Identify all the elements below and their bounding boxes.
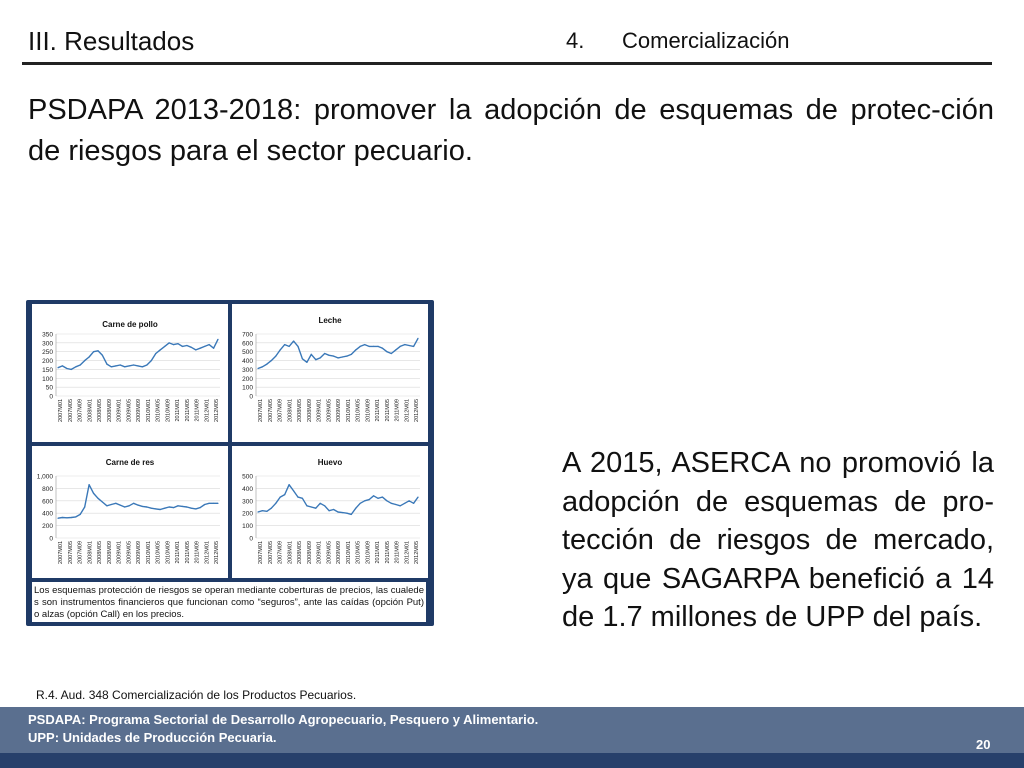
y-tick-label: 0 [249,393,253,401]
data-point [71,369,72,370]
footer-strip [0,753,1024,768]
data-point [369,499,370,500]
data-point [213,348,214,349]
footer-note-psdapa: PSDAPA: Programa Sectorial de Desarrollo Agropecuario, Pesquero y Alimentario. [28,712,539,727]
data-point [346,513,347,514]
data-point [306,362,307,363]
y-tick-label: 100 [242,384,253,392]
x-tick-label: 2012M05 [214,541,220,564]
y-tick-label: 250 [42,349,53,357]
data-point [142,506,143,507]
data-point [417,497,418,498]
data-point [306,505,307,506]
x-tick-label: 2011M05 [384,541,391,564]
data-point [346,356,347,357]
x-tick-label: 2012M05 [214,399,220,422]
data-point [266,511,267,512]
x-tick-label: 2011M01 [375,541,381,564]
x-tick-label: 2009M05 [126,399,133,422]
y-tick-label: 150 [42,366,53,374]
y-tick-label: 200 [42,358,53,366]
x-tick-label: 2010M09 [365,541,372,564]
section-number: 4. [566,28,585,53]
x-tick-label: 2007M09 [77,399,84,422]
data-point [275,503,276,504]
chart-panel-huevo [232,446,428,578]
data-point [262,510,263,511]
data-point [209,503,210,504]
data-point [142,366,143,367]
y-tick-label: 200 [42,523,53,531]
x-tick-label: 2009M09 [136,399,142,422]
x-tick-label: 2009M01 [116,399,123,422]
finding-text: A 2015, ASERCA no promovió la adopción de esquemas de pro-tección de riesgos de mercado, ya que SAGARPA benefició a 14 de 1.7 millones de UPP del país. [562,447,994,633]
data-point [97,350,98,351]
data-point [111,504,112,505]
x-tick-label: 2011M09 [194,541,201,564]
x-tick-label: 2011M05 [384,399,391,422]
data-point [173,507,174,508]
data-point [115,503,116,504]
data-point [386,351,387,352]
data-point [213,503,214,504]
data-point [329,510,330,511]
data-point [342,512,343,513]
data-point [391,353,392,354]
data-point [151,360,152,361]
x-tick-label: 2010M05 [355,399,362,422]
data-point [200,507,201,508]
data-point [164,346,165,347]
data-point [333,509,334,510]
x-tick-label: 2011M01 [175,541,181,564]
data-point [137,365,138,366]
data-point [320,503,321,504]
x-tick-label: 2008M09 [306,541,313,564]
data-point [351,514,352,515]
data-point [413,346,414,347]
data-point [164,508,165,509]
x-tick-label: 2011M01 [375,399,381,422]
data-point [137,505,138,506]
source-note: R.4. Aud. 348 Comercialización de los Productos Pecuarios. [36,688,357,702]
y-tick-label: 400 [242,358,253,366]
x-tick-label: 2007M05 [67,541,74,564]
data-point [355,349,356,350]
data-point [409,500,410,501]
y-tick-label: 300 [42,340,53,348]
data-point [129,505,130,506]
y-tick-label: 0 [49,535,53,543]
x-tick-label: 2010M01 [345,541,352,564]
x-tick-label: 2009M05 [326,541,333,564]
header-divider [22,62,992,65]
data-point [311,506,312,507]
data-point [133,364,134,365]
x-tick-label: 2012M01 [404,399,411,422]
data-point [266,364,267,365]
data-point [66,368,67,369]
data-point [209,344,210,345]
data-point [102,355,103,356]
y-tick-label: 500 [242,473,253,481]
x-tick-label: 2011M05 [184,541,191,564]
data-point [413,503,414,504]
data-point [75,516,76,517]
x-tick-label: 2010M01 [345,399,352,422]
data-point [293,490,294,491]
data-point [177,505,178,506]
data-point [297,346,298,347]
x-tick-label: 2010M05 [155,541,162,564]
x-tick-label: 2010M09 [365,399,372,422]
y-tick-label: 400 [42,510,53,518]
x-tick-label: 2009M01 [116,541,123,564]
data-point [146,506,147,507]
data-point [337,511,338,512]
data-point [191,347,192,348]
data-point [257,511,258,512]
data-point [364,344,365,345]
x-tick-label: 2012M05 [414,541,420,564]
data-point [115,365,116,366]
data-point [160,509,161,510]
x-tick-label: 2012M01 [204,399,211,422]
data-point [395,349,396,350]
data-point [80,514,81,515]
y-tick-label: 350 [42,331,53,339]
x-tick-label: 2010M01 [145,399,152,422]
x-tick-label: 2007M09 [277,399,284,422]
x-tick-label: 2009M01 [316,399,323,422]
x-tick-label: 2007M05 [267,399,274,422]
x-tick-label: 2008M01 [87,399,94,422]
x-tick-label: 2009M09 [336,541,342,564]
x-tick-label: 2007M09 [277,541,284,564]
data-point [271,508,272,509]
data-point [315,359,316,360]
data-point [382,497,383,498]
x-tick-label: 2008M01 [287,541,294,564]
data-point [342,356,343,357]
data-point [200,348,201,349]
x-tick-label: 2007M01 [258,541,264,564]
data-point [360,503,361,504]
data-point [360,346,361,347]
y-tick-label: 300 [242,498,253,506]
data-point [395,504,396,505]
data-point [320,357,321,358]
data-point [62,517,63,518]
x-tick-label: 2008M01 [287,399,294,422]
data-point [271,360,272,361]
data-point [391,503,392,504]
data-point [284,494,285,495]
data-point [386,500,387,501]
data-point [275,356,276,357]
y-tick-label: 200 [242,510,253,518]
figure-caption: Los esquemas protección de riesgos se operan mediante coberturas de precios, las cualede s son instrumentos financieros que funcionan como “seguros”, ante las caídas (opción Put) o alzas (opción Call) en los precios. [32,582,426,622]
data-point [404,503,405,504]
series-line [58,339,218,369]
section-subtitle: Comercialización [622,28,790,53]
data-point [293,341,294,342]
x-tick-label: 2008M01 [87,541,94,564]
x-tick-label: 2010M01 [145,541,152,564]
data-point [71,517,72,518]
x-tick-label: 2012M05 [414,399,420,422]
data-point [369,346,370,347]
chart-panel-pollo [32,304,228,442]
y-tick-label: 50 [45,384,53,392]
data-point [93,493,94,494]
data-point [315,508,316,509]
data-point [324,505,325,506]
data-point [191,508,192,509]
data-point [400,346,401,347]
data-point [89,356,90,357]
data-point [182,346,183,347]
x-tick-label: 2008M05 [297,541,303,564]
x-tick-label: 2007M01 [58,541,64,564]
x-tick-label: 2008M05 [97,399,103,422]
data-point [124,366,125,367]
x-tick-label: 2009M05 [126,541,133,564]
data-point [160,349,161,350]
x-tick-label: 2010M05 [355,541,362,564]
chart-title: Leche [318,316,342,325]
x-tick-label: 2008M09 [106,399,113,422]
data-point [289,484,290,485]
data-point [80,364,81,365]
data-point [337,357,338,358]
data-point [364,500,365,501]
data-point [89,484,90,485]
data-point [204,346,205,347]
y-tick-label: 0 [49,393,53,401]
chart-title: Carne de res [105,458,155,467]
data-point [302,358,303,359]
x-tick-label: 2010M09 [165,399,172,422]
data-point [382,348,383,349]
x-tick-label: 2008M05 [297,399,303,422]
data-point [129,365,130,366]
data-point [120,364,121,365]
x-tick-label: 2012M01 [204,541,211,564]
x-tick-label: 2008M09 [106,541,113,564]
x-tick-label: 2011M05 [184,399,191,422]
data-point [262,366,263,367]
data-point [400,505,401,506]
data-point [257,368,258,369]
data-point [146,364,147,365]
y-tick-label: 100 [42,375,53,383]
data-point [297,497,298,498]
chart-panel-leche [232,304,428,442]
data-point [155,508,156,509]
data-point [151,508,152,509]
data-point [373,346,374,347]
data-point [106,364,107,365]
x-tick-label: 2007M01 [258,399,264,422]
data-point [97,498,98,499]
section-title: III. Resultados [28,26,195,56]
y-tick-label: 600 [242,340,253,348]
data-point [57,518,58,519]
data-point [75,366,76,367]
y-tick-label: 1,000 [36,473,53,481]
data-point [102,501,103,502]
x-tick-label: 2008M09 [306,399,313,422]
x-tick-label: 2011M01 [175,399,181,422]
x-tick-label: 2011M09 [394,399,401,422]
data-point [373,495,374,496]
page-number: 20 [976,737,991,752]
x-tick-label: 2009M05 [326,399,333,422]
chart-panel-res [32,446,228,578]
footer-note-upp: UPP: Unidades de Producción Pecuaria. [28,730,277,745]
data-point [195,349,196,350]
data-point [169,342,170,343]
data-point [302,498,303,499]
data-point [106,505,107,506]
data-point [333,356,334,357]
data-point [351,354,352,355]
x-tick-label: 2009M09 [336,399,342,422]
x-tick-label: 2011M09 [194,399,201,422]
data-point [93,351,94,352]
data-point [111,366,112,367]
data-point [280,349,281,350]
y-tick-label: 800 [42,485,53,493]
data-point [169,506,170,507]
data-point [195,508,196,509]
data-point [324,353,325,354]
data-point [120,505,121,506]
x-tick-label: 2011M09 [394,541,401,564]
x-tick-label: 2009M01 [316,541,323,564]
x-tick-label: 2007M05 [67,399,74,422]
y-tick-label: 500 [242,349,253,357]
chart-title: Carne de pollo [102,320,158,329]
data-point [377,346,378,347]
x-tick-label: 2009M09 [136,541,142,564]
data-point [177,343,178,344]
data-point [173,344,174,345]
x-tick-label: 2012M01 [404,541,411,564]
y-tick-label: 700 [242,331,253,339]
y-tick-label: 100 [242,523,253,531]
data-point [284,344,285,345]
y-tick-label: 0 [249,535,253,543]
x-tick-label: 2010M09 [165,541,172,564]
main-heading: PSDAPA 2013-2018: promover la adopción de esquemas de protec-ción de riesgos para el sector pecuario. [28,94,994,167]
series-line [258,485,418,515]
data-point [404,344,405,345]
x-tick-label: 2007M09 [77,541,84,564]
data-point [133,503,134,504]
data-point [377,498,378,499]
x-tick-label: 2008M05 [97,541,103,564]
data-point [186,506,187,507]
data-point [204,504,205,505]
data-point [329,355,330,356]
chart-title: Huevo [317,458,343,467]
y-tick-label: 200 [242,375,253,383]
data-point [355,508,356,509]
data-point [417,338,418,339]
x-tick-label: 2007M01 [58,399,64,422]
data-point [84,506,85,507]
y-tick-label: 400 [242,485,253,493]
data-point [62,365,63,366]
x-tick-label: 2007M05 [267,541,274,564]
data-point [84,360,85,361]
data-point [182,506,183,507]
data-point [289,346,290,347]
y-tick-label: 600 [42,498,53,506]
chart-figure [26,300,434,626]
data-point [311,354,312,355]
data-point [217,339,218,340]
data-point [124,506,125,507]
data-point [217,503,218,504]
x-tick-label: 2010M05 [155,399,162,422]
data-point [155,353,156,354]
y-tick-label: 300 [242,366,253,374]
data-point [409,345,410,346]
data-point [57,367,58,368]
data-point [186,345,187,346]
data-point [280,497,281,498]
data-point [66,517,67,518]
